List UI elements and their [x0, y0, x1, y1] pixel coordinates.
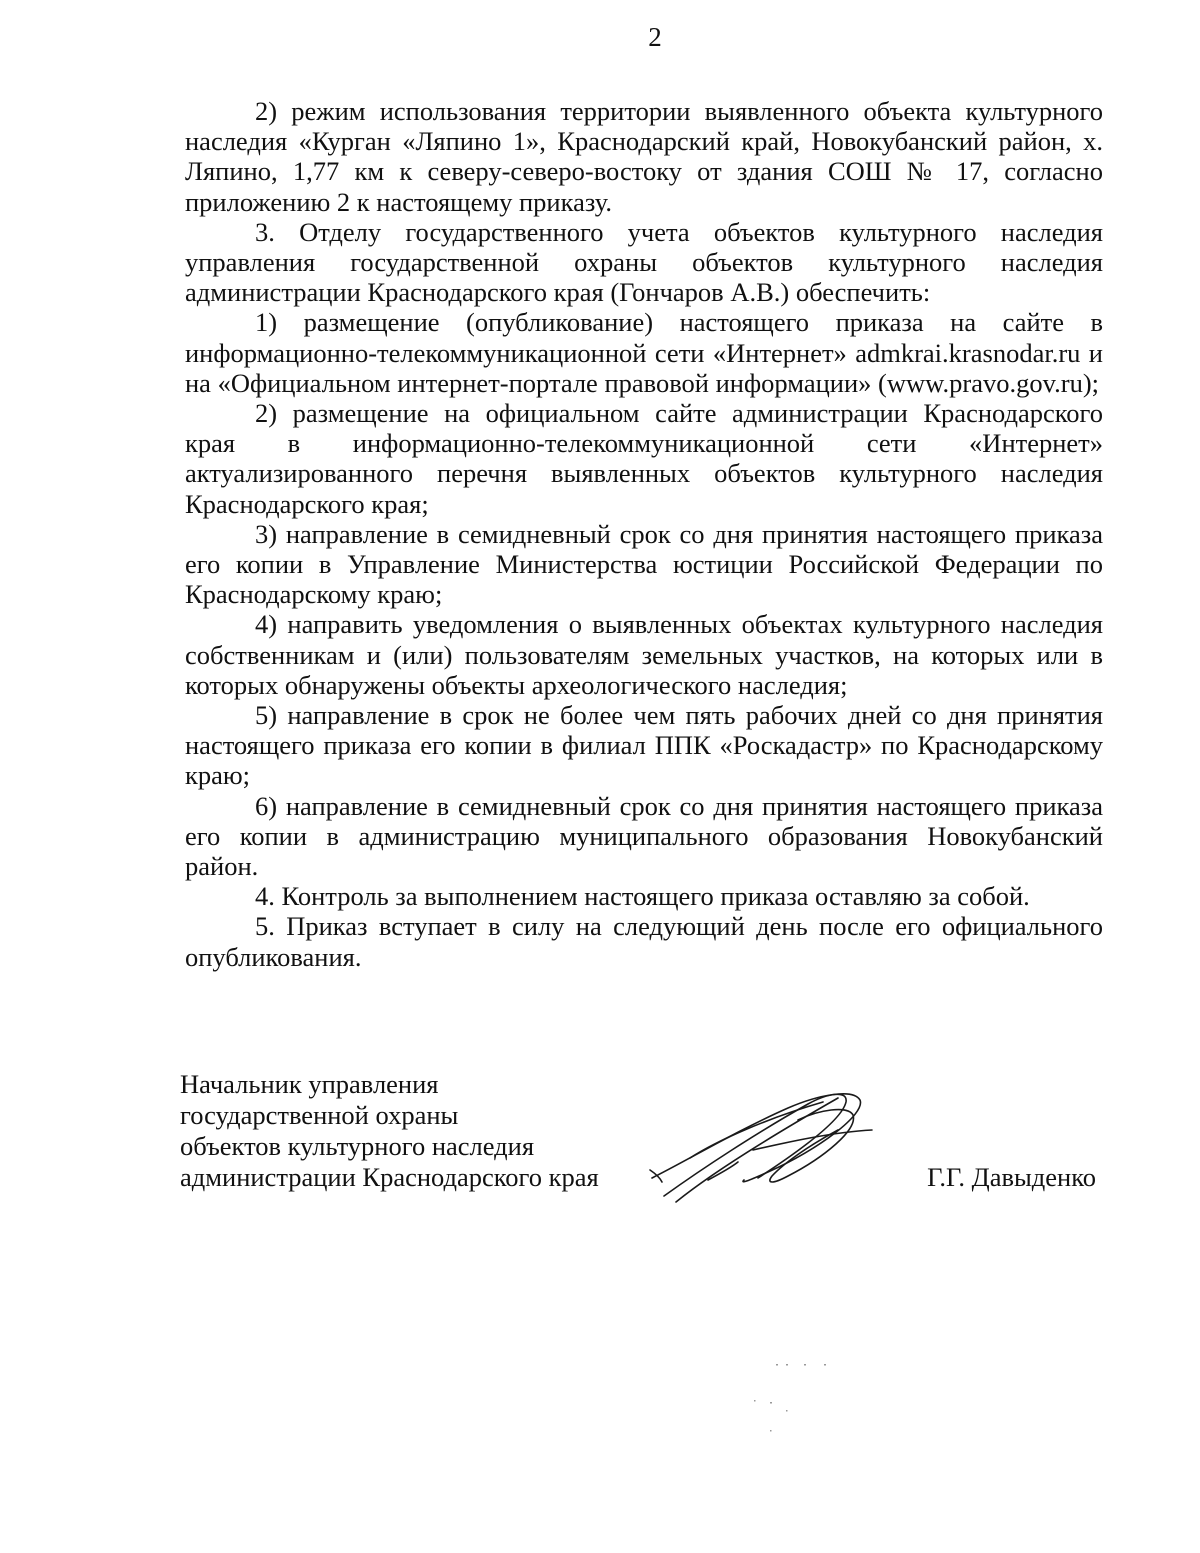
signature-block — [180, 1069, 1110, 1229]
paragraph-notifications: 4) направить уведомления о выявленных объектах культурного наследия собственникам и (или) пользователям земельных участков, на которых или в которых обнаружены объекты археологического наследия; — [185, 609, 1103, 700]
paragraph-publication: 1) размещение (опубликование) настоящего приказа на сайте в информационно-телекоммуникационной сети «Интернет» admkrai.krasnodar.ru и на «Официальном интернет-портале правовой информации» (www.pravo.gov.ru); — [185, 307, 1103, 398]
handwritten-signature — [648, 1080, 878, 1210]
signatory-position — [180, 1069, 660, 1193]
paragraph-effective-date: 5. Приказ вступает в силу на следующий день после его официального опубликования. — [185, 911, 1103, 972]
document-body — [185, 96, 1103, 972]
paragraph-control: 4. Контроль за выполнением настоящего приказа оставляю за собой. — [255, 881, 1030, 912]
paragraph-item-3: 3. Отделу государственного учета объектов культурного наследия управления государственной охраны объектов культурного наследия администрации Краснодарского края (Гончаров А.В.) обеспечить: — [185, 216, 1103, 308]
scan-specks — [740, 1350, 840, 1440]
signatory-position-line: объектов культурного наследия — [180, 1131, 535, 1161]
paragraph-ministry-justice: 3) направление в семидневный срок со дня принятия настоящего приказа его копии в Управление Министерства юстиции Российской Федерации по Краснодарскому краю; — [185, 518, 1103, 610]
paragraph-official-site: 2) размещение на официальном сайте администрации Краснодарского края в информационно-телекоммуникационной сети «Интернет» актуализированного перечня выявленных объектов культурного наследия Краснодарского края; — [185, 398, 1103, 519]
paragraph-usage-regime: 2) режим использования территории выявленного объекта культурного наследия «Курган «Ляпино 1», Краснодарский край, Новокубанский район, х. Ляпино, 1,77 км к северу-северо-востоку от здания СОШ № 17, согласно приложению 2 к настоящему приказу. — [185, 96, 1103, 217]
signatory-name: Г.Г. Давыденко — [927, 1162, 1096, 1192]
paragraph-roskadastr: 5) направление в срок не более чем пять рабочих дней со дня принятия настоящего приказа его копии в филиал ППК «Роскадастр» по Краснодарскому краю; — [185, 700, 1103, 791]
signatory-position-line: администрации Краснодарского края — [180, 1162, 599, 1192]
paragraph-municipal: 6) направление в семидневный срок со дня принятия настоящего приказа его копии в администрацию муниципального образования Новокубанский район. — [185, 790, 1103, 882]
signatory-position-line: государственной охраны — [180, 1100, 459, 1130]
signatory-position-line: Начальник управления — [180, 1069, 439, 1099]
page-number: 2 — [648, 22, 662, 52]
